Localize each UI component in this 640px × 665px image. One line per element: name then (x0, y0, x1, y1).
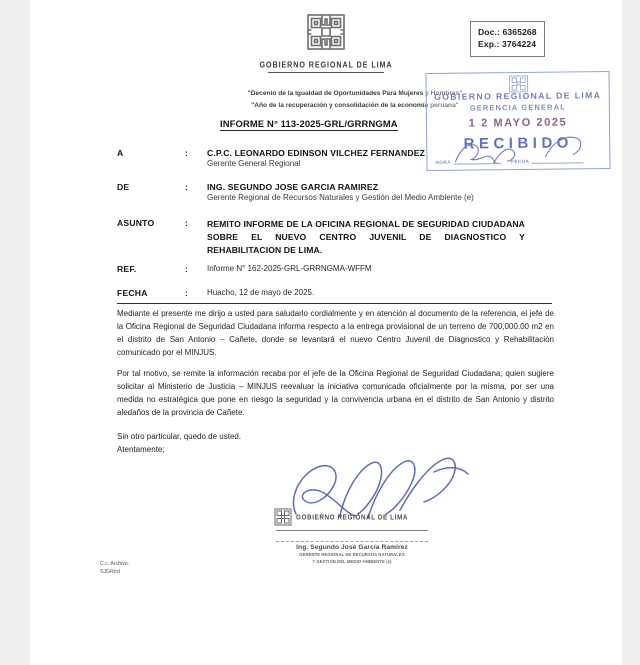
closing-line-1: Sin otro particular, quedo de usted. (117, 432, 242, 441)
exp-number: Exp.: 3764224 (478, 39, 537, 50)
field-label-a: A (117, 148, 124, 158)
field-value-ref (207, 264, 372, 274)
recipient-role: Gerente General Regional (207, 159, 301, 168)
seal-logo-icon (274, 508, 292, 526)
field-colon-a: : (185, 148, 188, 158)
official-seal (274, 508, 440, 565)
stamp-fecha-label: FECHA (510, 158, 530, 165)
stamp-fecha-underline (531, 157, 583, 164)
document-content (30, 0, 622, 665)
field-colon-fecha: : (185, 288, 188, 298)
closing-line-2: Atentamente; (117, 445, 165, 454)
epigraph-line-2: "Año de la recuperación y consolidación de la economía peruana" (251, 101, 459, 109)
reference-text: Informe N° 162-2025-GRL-GRRNGMA-WFFM (207, 264, 372, 273)
cc-line-2: SJGR/rd (100, 569, 120, 576)
field-colon-ref: : (185, 264, 188, 274)
field-row-a (117, 148, 425, 168)
stamp-hora-label: HORA (435, 159, 451, 165)
field-value-a (207, 148, 425, 168)
field-value-fecha (207, 288, 314, 298)
cc-line-1: C.c. Archivo. (100, 561, 130, 567)
field-label-asunto: ASUNTO (117, 218, 155, 228)
epigraph-line-1: "Decenio de la Igualdad de Oportunidades Para Mujeres y Hombres" (247, 90, 463, 97)
signatory-name: Ing. Segundo José García Ramírez (296, 544, 408, 551)
sender-name: ING. SEGUNDO JOSE GARCIA RAMIREZ (207, 182, 379, 192)
field-colon-asunto: : (185, 218, 188, 228)
seal-heading (274, 508, 440, 526)
document-page (30, 0, 622, 665)
signatory-role-line-1: GERENTE REGIONAL DE RECURSOS NATURALES (299, 552, 405, 557)
stamp-status-recibido: RECIBIDO (463, 134, 573, 153)
stamp-hora-field (435, 158, 501, 165)
cc-note (100, 560, 129, 577)
gobierno-regional-lima-logo-icon (306, 12, 346, 52)
stamp-fecha-field (511, 157, 583, 164)
field-label-ref: REF. (117, 264, 137, 274)
document-reference-box (470, 21, 545, 57)
recipient-name: C.P.C. LEONARDO EDINSON VILCHEZ FERNANDEZ (207, 148, 425, 158)
document-title: INFORME N° 113-2025-GRL/GRRNGMA (220, 118, 398, 129)
sender-role: Gerente Regional de Recursos Naturales y Gestión del Medio Ambiente (e) (207, 193, 474, 202)
body-paragraph-1: Mediante el presente me dirijo a usted para saludarlo cordialmente y en atención al documento de la referencia, el jefe de la Oficina Regional de Seguridad Ciudadana informa respecto a la entrega provisional de un terreno de 700,000.00 m2 en el distrito de San Antonio – Cañete, donde se levantará el nuevo Centro Juvenil de Diagnostico y Rehabilitación comunicado por el MINJUS. (117, 309, 554, 357)
date-text: Huacho, 12 de mayo de 2025. (207, 288, 315, 297)
header-divider-rule (117, 303, 552, 304)
seal-org-name: GOBIERNO REGIONAL DE LIMA (296, 512, 408, 522)
stamp-date: 1 2 MAYO 2025 (468, 116, 568, 130)
field-row-asunto (117, 218, 525, 257)
received-stamp (425, 71, 610, 171)
subject-text: REMITO INFORME DE LA OFICINA REGIONAL DE SEGURIDAD CIUDADANA SOBRE EL NUEVO CENTRO JUVENIL DE DIAGNOSTICO Y REHABILITACION DE LIMA. (207, 219, 525, 256)
org-name: GOBIERNO REGIONAL DE LIMA (259, 59, 393, 70)
field-colon-de: : (185, 182, 188, 192)
signatory-role-line-2: Y GESTIÓN DEL MEDIO AMBIENTE (e) (312, 559, 392, 565)
stamp-office-name: GERENCIA GENERAL (469, 102, 566, 113)
signature-block (252, 452, 482, 577)
field-row-ref (117, 264, 372, 274)
org-rule (268, 72, 384, 73)
field-value-asunto (207, 218, 525, 257)
body-paragraph-2: Por tal motivo, se remite la información recaba por el jefe de la Oficina Regional de Seguridad Ciudadana, quien sugiere solicitar al Ministerio de Justicia – MINJUS reevaluar la iniciativa comunicada oficialmente por la misma, por ser una medida no estratégica que pone en riesgo la seguridad y la convivencia urbana en el distrito de San Antonio y distrito aledaños de la provincia de Cañete. (117, 369, 554, 417)
field-row-de (117, 182, 474, 202)
field-label-fecha: FECHA (117, 288, 148, 298)
signature-dash-line (276, 541, 428, 542)
seal-rule (276, 530, 428, 531)
stamp-hora-underline (453, 158, 501, 165)
field-label-de: DE (117, 182, 130, 192)
stamp-org-name: GOBIERNO REGIONAL DE LIMA (434, 90, 602, 102)
field-value-de (207, 182, 474, 202)
doc-number: Doc.: 6365268 (478, 27, 537, 37)
field-row-fecha (117, 288, 314, 298)
